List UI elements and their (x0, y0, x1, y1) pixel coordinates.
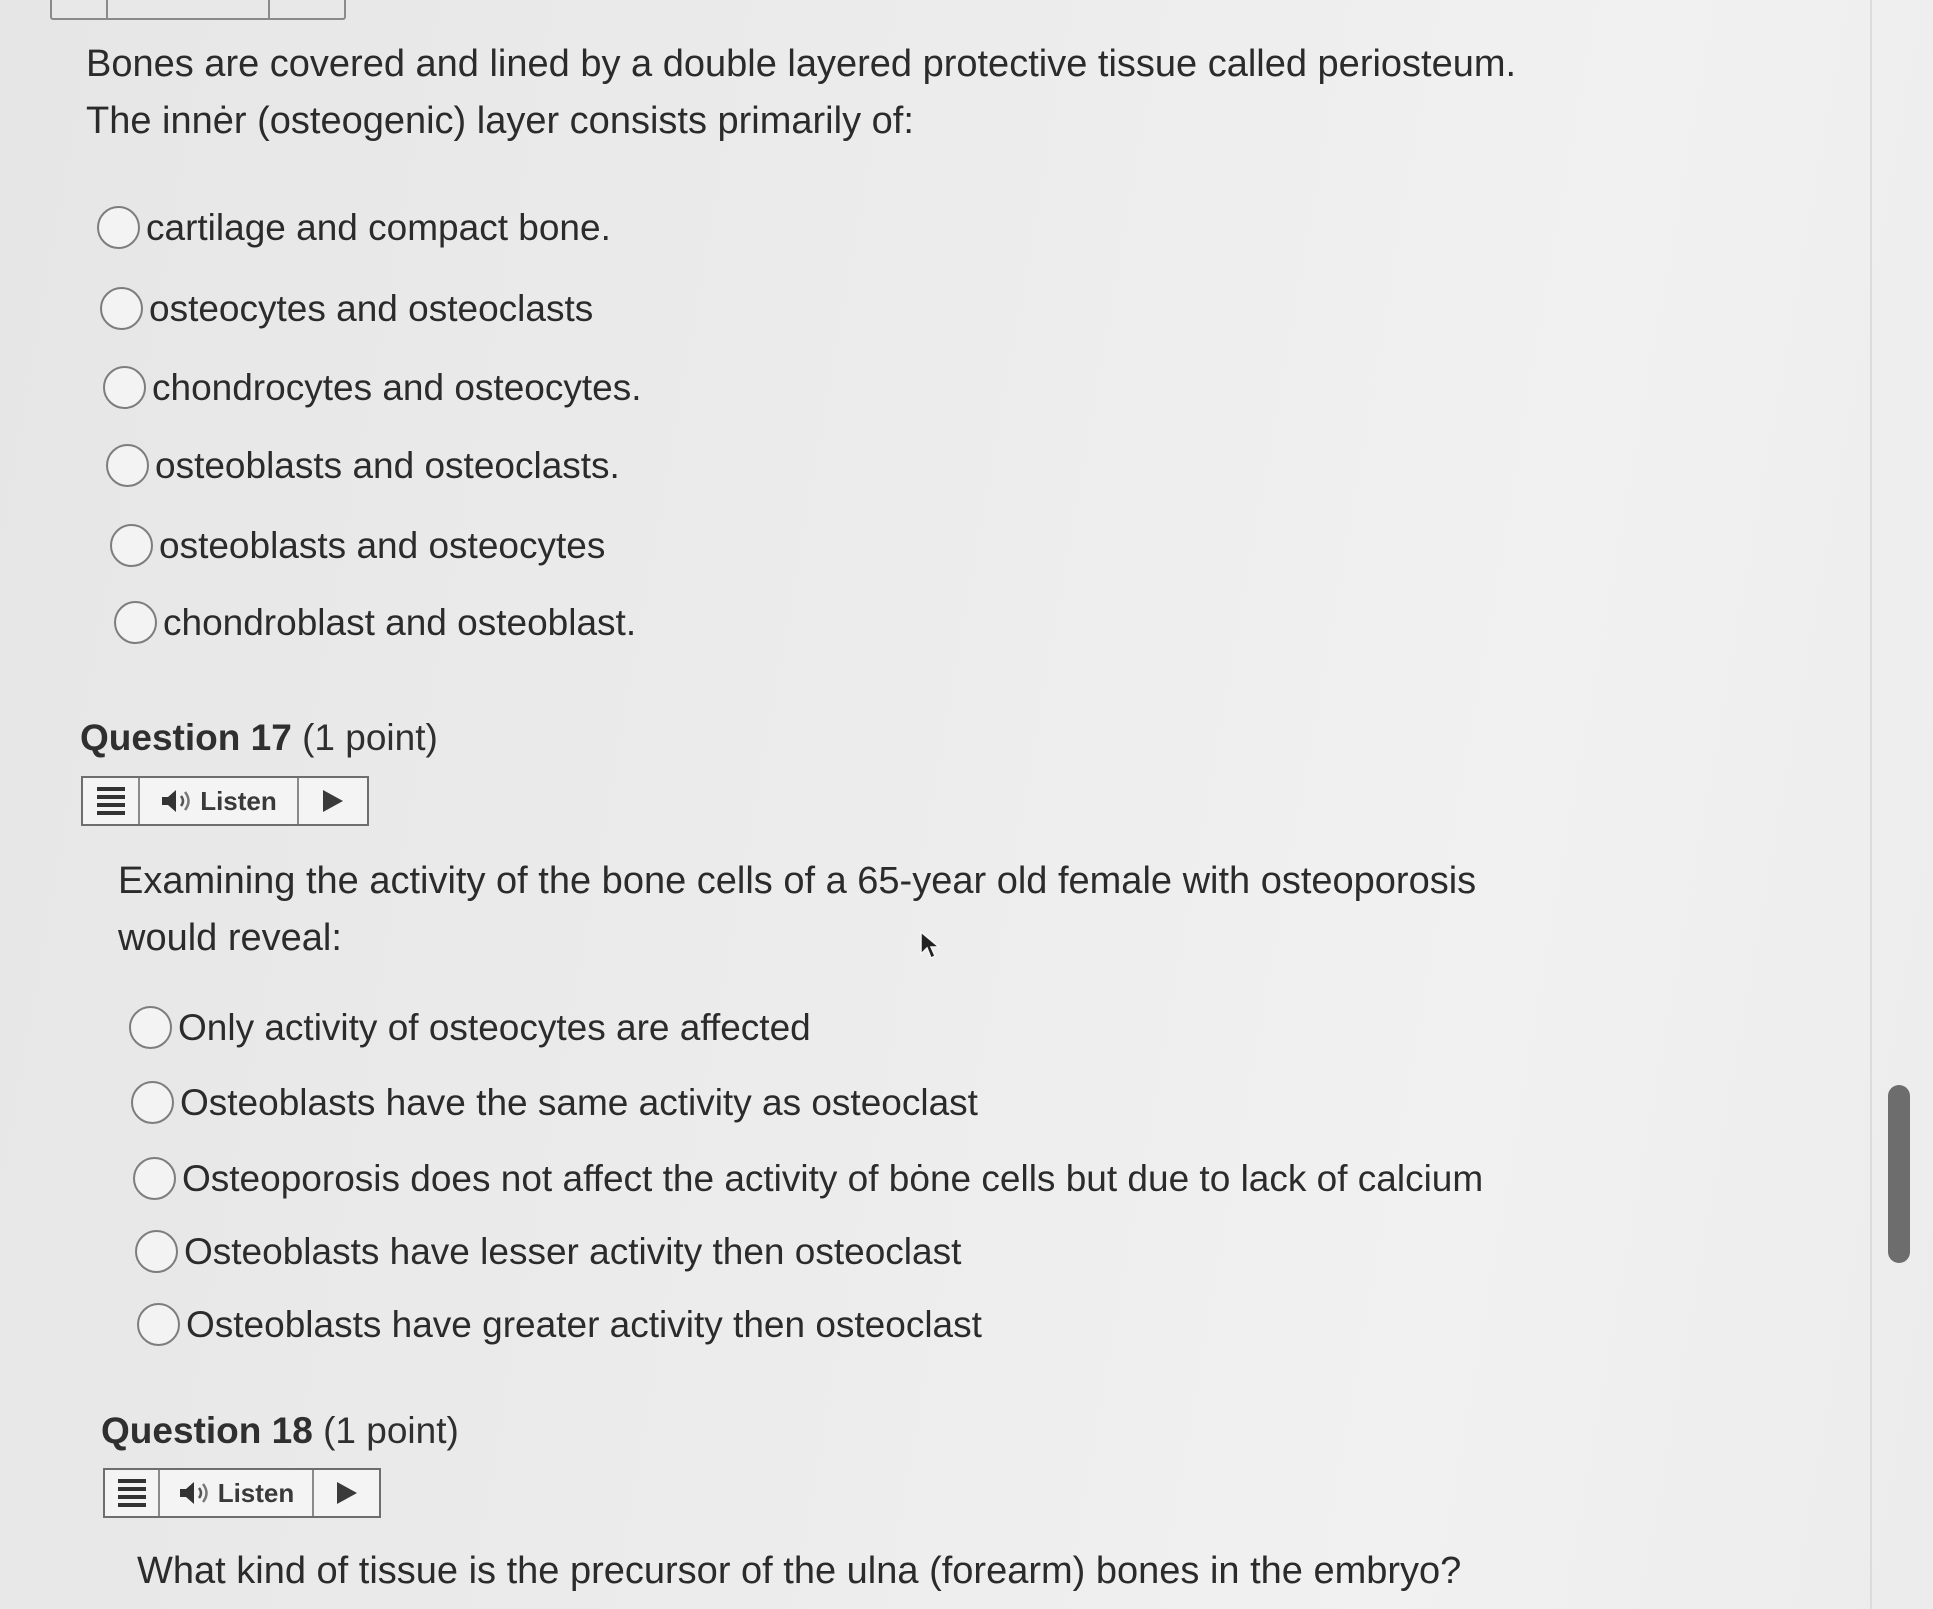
radio-button[interactable] (129, 1006, 172, 1049)
q16-stem-line-1: Bones are covered and lined by a double layered protective tissue called periosteum. (86, 43, 1517, 85)
menu-icon (97, 787, 125, 815)
radio-button[interactable] (131, 1081, 174, 1124)
radio-button[interactable] (106, 444, 149, 487)
radio-button[interactable] (137, 1303, 180, 1346)
radio-button[interactable] (133, 1157, 176, 1200)
q17-stem-line-1: Examining the activity of the bone cells of a 65-year old female with osteoporosis (118, 860, 1477, 902)
q17-option-2[interactable] (131, 1081, 978, 1124)
option-label: osteocytes and osteoclasts (149, 287, 594, 329)
option-label: osteoblasts and osteoclasts. (155, 444, 620, 486)
option-label: chondroblast and osteoblast. (163, 601, 637, 643)
q18-listen-button[interactable] (160, 1470, 314, 1516)
mouse-pointer-icon (919, 930, 941, 962)
option-label: chondrocytes and osteocytes. (152, 366, 642, 408)
q18-title: Question 18 (101, 1410, 313, 1451)
q17-title: Question 17 (80, 717, 292, 758)
q18-stem (137, 1543, 1461, 1600)
scroll-track (1870, 0, 1872, 1609)
q17-option-3[interactable] (133, 1157, 1483, 1200)
radio-button[interactable] (103, 366, 146, 409)
option-label: Osteoblasts have lesser activity then osteoclast (184, 1230, 962, 1272)
q17-option-4[interactable] (135, 1230, 961, 1273)
q16-option-5[interactable] (110, 524, 605, 567)
q18-heading (101, 1410, 459, 1452)
q17-menu-button[interactable] (83, 778, 140, 824)
q16-option-6[interactable] (114, 601, 636, 644)
radio-button[interactable] (110, 524, 153, 567)
option-label: osteoblasts and osteocytes (159, 524, 606, 566)
q17-heading (80, 717, 438, 759)
q16-stem-line-2: The innėr (osteogenic) layer consists primarily of: (86, 100, 914, 142)
q18-listen-toolbar (103, 1468, 381, 1518)
q17-points: (1 point) (302, 717, 438, 758)
previous-listen-toolbar[interactable] (50, 0, 346, 20)
radio-button[interactable] (97, 206, 140, 249)
speaker-icon (160, 788, 194, 814)
radio-button[interactable] (100, 287, 143, 330)
q18-stem-line: What kind of tissue is the precursor of the ulna (forearm) bones in the embryo? (137, 1550, 1462, 1592)
radio-button[interactable] (135, 1230, 178, 1273)
play-icon (337, 1482, 357, 1504)
q18-play-button[interactable] (314, 1470, 379, 1516)
option-label: Osteoblasts have the same activity as osteoclast (180, 1081, 978, 1123)
q16-option-2[interactable] (100, 287, 593, 330)
q17-listen-toolbar (81, 776, 369, 826)
option-label: Only activity of osteocytes are affected (178, 1006, 811, 1048)
listen-label: Listen (217, 1477, 295, 1508)
q17-play-button[interactable] (299, 778, 367, 824)
option-label: Osteoblasts have greater activity then osteoclast (186, 1303, 982, 1345)
q17-option-5[interactable] (137, 1303, 982, 1346)
option-label: Osteoporosis does not affect the activity of bȯne cells but due to lack of calcium (182, 1157, 1484, 1199)
q17-listen-button[interactable] (140, 778, 299, 824)
speaker-icon (178, 1480, 212, 1506)
q17-stem (118, 853, 1476, 967)
play-icon (323, 790, 343, 812)
q16-option-1[interactable] (97, 206, 611, 249)
q16-option-3[interactable] (103, 366, 642, 409)
scrollbar-thumb[interactable] (1888, 1085, 1910, 1263)
q18-points: (1 point) (323, 1410, 459, 1451)
radio-button[interactable] (114, 601, 157, 644)
listen-label: Listen (200, 785, 277, 816)
q16-option-4[interactable] (106, 444, 620, 487)
option-label: cartilage and compact bone. (146, 206, 611, 248)
menu-icon (118, 1479, 146, 1507)
q18-menu-button[interactable] (105, 1470, 160, 1516)
q16-stem (86, 36, 1516, 150)
q17-option-1[interactable] (129, 1006, 811, 1049)
q17-stem-line-2: would reveal: (118, 917, 342, 959)
